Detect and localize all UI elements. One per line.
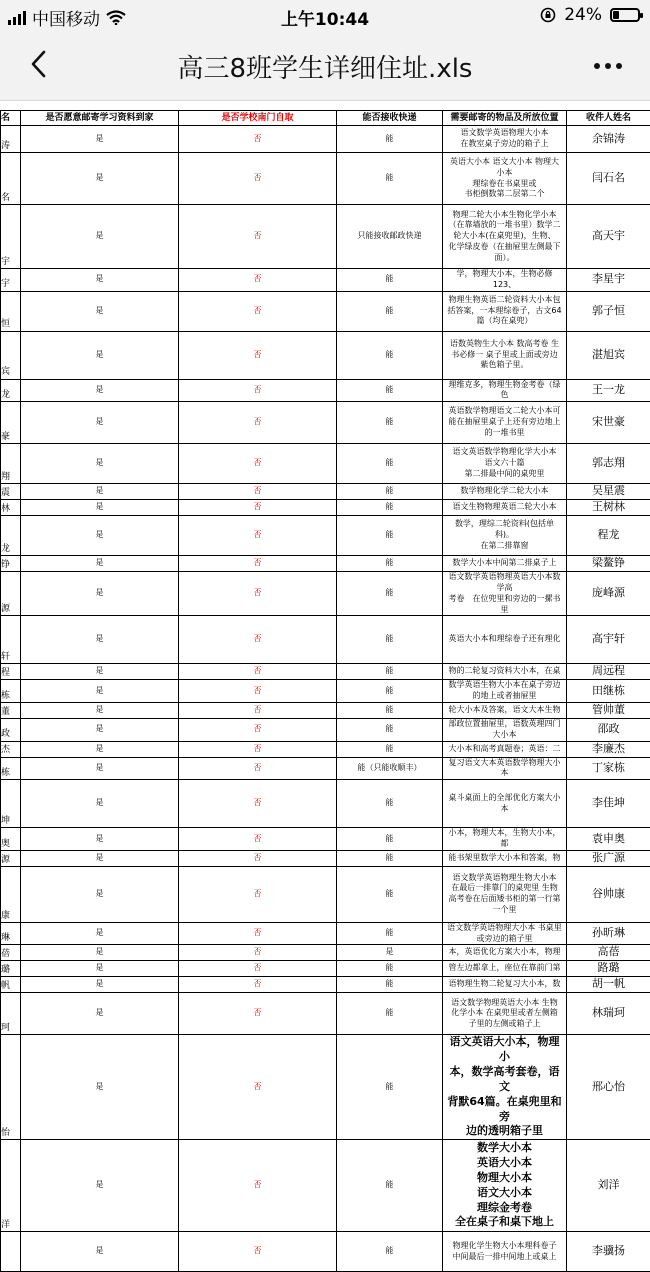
cell-name-partial[interactable]: 宇 (1, 269, 21, 292)
cell-items[interactable]: 数学大小本中间第二排桌子上 (443, 556, 567, 572)
cell-recipient[interactable]: 李佳坤 (567, 780, 650, 828)
cell-accept-express[interactable]: 能 (337, 961, 443, 977)
table-row (1, 718, 650, 741)
cell-name-partial[interactable]: 璐 (1, 961, 21, 977)
table-row (1, 269, 650, 292)
cell-items[interactable]: 语数英物生大小本 数高考卷 生 书必修一 桌子里或上面或旁边 紫色箱子里。 (443, 331, 567, 379)
cell-items[interactable]: 物的二轮复习资料大小本，在桌 (443, 664, 567, 680)
cell-items[interactable]: 轮大小本及答案，语文大本生物 (443, 702, 567, 718)
cell-self-pickup[interactable]: 否 (179, 444, 337, 484)
chevron-left-icon (22, 42, 62, 86)
cell-items[interactable]: 复习语文大本英语数学物理大小本 (443, 757, 567, 780)
cell-mail-willing[interactable]: 是 (21, 516, 179, 556)
cell-mail-willing[interactable]: 是 (21, 718, 179, 741)
cell-name-partial[interactable]: 政 (1, 718, 21, 741)
cell-recipient[interactable]: 程龙 (567, 516, 650, 556)
table-row (1, 850, 650, 866)
cell-items[interactable]: 数学大小本 英语大小本 物理大小本 语文大小本 理综金考卷 全在桌子和桌下地上 (443, 1140, 567, 1232)
cell-recipient[interactable]: 刘洋 (567, 1140, 650, 1232)
cell-accept-express[interactable]: 能 (337, 379, 443, 402)
cell-self-pickup[interactable]: 否 (179, 331, 337, 379)
header-recipient: 收件人姓名 (567, 111, 650, 126)
cell-name-partial[interactable]: 豪 (1, 402, 21, 444)
cell-accept-express[interactable]: 能（只能收顺丰） (337, 757, 443, 780)
cell-recipient[interactable]: 庞峰源 (567, 572, 650, 616)
cell-name-partial[interactable] (1, 1232, 21, 1272)
cell-accept-express[interactable]: 能 (337, 977, 443, 993)
cell-mail-willing[interactable]: 是 (21, 331, 179, 379)
cell-name-partial[interactable]: 震 (1, 484, 21, 500)
table-row (1, 741, 650, 757)
cell-mail-willing[interactable]: 是 (21, 572, 179, 616)
cell-items[interactable]: 数学物理化学二轮大小本 (443, 484, 567, 500)
cell-items[interactable]: 部政位置抽屉里，语数英理四门大小本 (443, 718, 567, 741)
cell-mail-willing[interactable]: 是 (21, 828, 179, 851)
cell-self-pickup[interactable]: 否 (179, 1035, 337, 1140)
table-row (1, 516, 650, 556)
cell-mail-willing[interactable]: 是 (21, 741, 179, 757)
cell-items[interactable]: 语文数学英语物理大小本 书桌里或旁边的箱子里 (443, 922, 567, 945)
cell-self-pickup[interactable]: 否 (179, 572, 337, 616)
table-row (1, 1140, 650, 1232)
cell-items[interactable]: 能书架里数学大小本和答案，物 (443, 850, 567, 866)
cell-mail-willing[interactable]: 是 (21, 977, 179, 993)
orientation-lock-icon (540, 7, 556, 23)
table-row (1, 664, 650, 680)
cell-name-partial[interactable]: 宾 (1, 331, 21, 379)
cell-mail-willing[interactable]: 是 (21, 850, 179, 866)
cell-recipient[interactable]: 吴星震 (567, 484, 650, 500)
cell-accept-express[interactable]: 能 (337, 556, 443, 572)
back-button[interactable] (22, 42, 62, 86)
cell-accept-express[interactable]: 能 (337, 153, 443, 205)
cell-recipient[interactable]: 胡一帆 (567, 977, 650, 993)
cell-name-partial[interactable]: 宇 (1, 205, 21, 269)
cell-name-partial[interactable]: 龙 (1, 516, 21, 556)
cell-accept-express[interactable]: 能 (337, 331, 443, 379)
cell-items[interactable]: 语文数学英语物理英语大小本数学高 考卷 在位兜里和旁边的一摞书 里 (443, 572, 567, 616)
cell-self-pickup[interactable]: 否 (179, 484, 337, 500)
table-row (1, 572, 650, 616)
cell-mail-willing[interactable]: 是 (21, 922, 179, 945)
cell-mail-willing[interactable]: 是 (21, 664, 179, 680)
table-row (1, 945, 650, 961)
cell-recipient[interactable]: 李星宇 (567, 269, 650, 292)
cell-accept-express[interactable]: 能 (337, 616, 443, 664)
cell-items[interactable]: 桌斗桌面上的全部优化方案大小本 (443, 780, 567, 828)
cell-self-pickup[interactable]: 否 (179, 379, 337, 402)
cell-name-partial[interactable]: 源 (1, 850, 21, 866)
cell-accept-express[interactable]: 能 (337, 1232, 443, 1272)
cell-name-partial[interactable]: 奥 (1, 828, 21, 851)
table-row (1, 680, 650, 703)
more-dots-icon (594, 63, 600, 69)
table-row (1, 444, 650, 484)
cell-items[interactable]: 英语数学物理语文二轮大小本可 能在抽屉里桌子上还有旁边地上 的一堆书里 (443, 402, 567, 444)
cell-items[interactable]: 物理化学生物大小本理科卷子 中间最后一排中间地上或桌上 (443, 1232, 567, 1272)
cell-mail-willing[interactable]: 是 (21, 205, 179, 269)
cell-name-partial[interactable]: 恒 (1, 291, 21, 331)
header-items: 需要邮寄的物品及所放位置 (443, 111, 567, 126)
cell-items[interactable]: 语文英语数学物理化学大小本 语文六十篇 第二排最中间的桌兜里 (443, 444, 567, 484)
cell-self-pickup[interactable]: 否 (179, 126, 337, 153)
cell-accept-express[interactable]: 能 (337, 866, 443, 922)
cell-items[interactable]: 管左边都拿上，座位在靠前门第 (443, 961, 567, 977)
battery-percent: 24% (564, 5, 602, 25)
cell-recipient[interactable]: 田继栋 (567, 680, 650, 703)
cell-mail-willing[interactable]: 是 (21, 556, 179, 572)
cell-items[interactable]: 英语大小本 语文大小本 物理大 小本 理综卷在书桌里或 书柜倒数第二层第二个 (443, 153, 567, 205)
cell-accept-express[interactable]: 能 (337, 850, 443, 866)
cell-self-pickup[interactable]: 否 (179, 702, 337, 718)
cell-items[interactable]: 语文英语大小本，物理小 本，数学高考套卷，语文 背默64篇。在桌兜里和旁 边的透明箱子里 (443, 1035, 567, 1140)
cell-recipient[interactable]: 郭子恒 (567, 291, 650, 331)
cell-recipient[interactable]: 郭志翔 (567, 444, 650, 484)
cell-name-partial[interactable]: 轩 (1, 616, 21, 664)
cell-accept-express[interactable]: 是 (337, 945, 443, 961)
cell-name-partial[interactable]: 龙 (1, 379, 21, 402)
status-bar (0, 0, 650, 32)
cell-recipient[interactable]: 王树林 (567, 500, 650, 516)
cell-recipient[interactable]: 闫石名 (567, 153, 650, 205)
table-row (1, 500, 650, 516)
cell-accept-express[interactable]: 能 (337, 1035, 443, 1140)
cell-self-pickup[interactable]: 否 (179, 205, 337, 269)
cell-mail-willing[interactable]: 是 (21, 680, 179, 703)
cell-self-pickup[interactable]: 否 (179, 945, 337, 961)
cell-items[interactable]: 数学英语生物大小本在桌子旁边的地上或者抽屉里 (443, 680, 567, 703)
cell-recipient[interactable]: 张广源 (567, 850, 650, 866)
cell-mail-willing[interactable]: 是 (21, 291, 179, 331)
table-row (1, 484, 650, 500)
cell-name-partial[interactable]: 铮 (1, 556, 21, 572)
table-row (1, 556, 650, 572)
cell-accept-express[interactable]: 能 (337, 680, 443, 703)
cell-recipient[interactable]: 管帅董 (567, 702, 650, 718)
cell-name-partial[interactable]: 栋 (1, 757, 21, 780)
cell-self-pickup[interactable]: 否 (179, 616, 337, 664)
cell-mail-willing[interactable]: 是 (21, 961, 179, 977)
cell-mail-willing[interactable]: 是 (21, 616, 179, 664)
table-row (1, 379, 650, 402)
cell-items[interactable]: 语文生物物理英语二轮大小本 (443, 500, 567, 516)
cell-name-partial[interactable]: 翔 (1, 444, 21, 484)
cell-mail-willing[interactable]: 是 (21, 1035, 179, 1140)
cell-name-partial[interactable]: 杰 (1, 741, 21, 757)
top-bar (0, 0, 650, 101)
cell-accept-express[interactable]: 能 (337, 702, 443, 718)
cell-self-pickup[interactable]: 否 (179, 993, 337, 1035)
cell-mail-willing[interactable]: 是 (21, 484, 179, 500)
cell-recipient[interactable]: 邵政 (567, 718, 650, 741)
header-name-partial: 名 (1, 111, 21, 126)
cell-items[interactable]: 语文数学物理英语大小本 生物 化学小本 在桌兜里或者左侧箱 子里的左侧或箱子上 (443, 993, 567, 1035)
cell-name-partial[interactable]: 栋 (1, 680, 21, 703)
cell-accept-express[interactable]: 只能接收邮政快递 (337, 205, 443, 269)
cell-self-pickup[interactable]: 否 (179, 757, 337, 780)
cell-mail-willing[interactable]: 是 (21, 993, 179, 1035)
cell-items[interactable]: 小本，物理大本，生物大小本，都 (443, 828, 567, 851)
cell-accept-express[interactable]: 能 (337, 780, 443, 828)
cell-self-pickup[interactable]: 否 (179, 850, 337, 866)
cell-self-pickup[interactable]: 否 (179, 961, 337, 977)
cell-mail-willing[interactable]: 是 (21, 444, 179, 484)
table-row (1, 1035, 650, 1140)
cell-self-pickup[interactable]: 否 (179, 922, 337, 945)
table-row (1, 205, 650, 269)
header-row (1, 111, 650, 126)
header-accept-express: 能否接收快递 (337, 111, 443, 126)
carrier-name: 中国移动 (32, 5, 100, 30)
cell-accept-express[interactable]: 能 (337, 126, 443, 153)
cell-items[interactable]: 数学，理综二轮资料(包括单 科)。 在第二排靠窗 (443, 516, 567, 556)
cell-recipient[interactable]: 湛旭宾 (567, 331, 650, 379)
table-row (1, 1232, 650, 1272)
cell-accept-express[interactable]: 能 (337, 741, 443, 757)
cell-recipient[interactable]: 谷帅康 (567, 866, 650, 922)
cell-accept-express[interactable]: 能 (337, 922, 443, 945)
table-row (1, 780, 650, 828)
cell-mail-willing[interactable]: 是 (21, 153, 179, 205)
cell-accept-express[interactable]: 能 (337, 402, 443, 444)
cell-accept-express[interactable]: 能 (337, 484, 443, 500)
cell-mail-willing[interactable]: 是 (21, 866, 179, 922)
cell-mail-willing[interactable]: 是 (21, 500, 179, 516)
cell-self-pickup[interactable]: 否 (179, 866, 337, 922)
cell-accept-express[interactable]: 能 (337, 993, 443, 1035)
cell-self-pickup[interactable]: 否 (179, 780, 337, 828)
cell-recipient[interactable]: 王一龙 (567, 379, 650, 402)
cell-mail-willing[interactable]: 是 (21, 702, 179, 718)
cell-items[interactable]: 学，物理大小本，生物必修123、 (443, 269, 567, 292)
cell-items[interactable]: 大小本和高考真题卷；英语：二 (443, 741, 567, 757)
table-row (1, 702, 650, 718)
cell-items[interactable]: 语文数学英语物理生物大小本 在最后一排靠门的桌兜里 生物 高考卷在后面矮书柜的第一行第 一个里 (443, 866, 567, 922)
cell-recipient[interactable]: 宋世豪 (567, 402, 650, 444)
cell-recipient[interactable]: 邢心怡 (567, 1035, 650, 1140)
cell-self-pickup[interactable]: 否 (179, 402, 337, 444)
cell-accept-express[interactable]: 能 (337, 1140, 443, 1232)
cell-recipient[interactable]: 李廉杰 (567, 741, 650, 757)
cell-self-pickup[interactable]: 否 (179, 828, 337, 851)
table-row (1, 291, 650, 331)
cell-items[interactable]: 语物理生物二轮复习大小本，数 (443, 977, 567, 993)
cell-name-partial[interactable]: 涛 (1, 126, 21, 153)
cell-accept-express[interactable]: 能 (337, 664, 443, 680)
cell-name-partial[interactable]: 蓓 (1, 945, 21, 961)
table-row (1, 402, 650, 444)
cell-self-pickup[interactable]: 否 (179, 680, 337, 703)
cell-recipient[interactable]: 周远程 (567, 664, 650, 680)
document-title: 高三8班学生详细住址.xls (90, 48, 560, 85)
cell-accept-express[interactable]: 能 (337, 291, 443, 331)
table-row (1, 977, 650, 993)
cell-recipient[interactable]: 丁家栋 (567, 757, 650, 780)
table-row (1, 126, 650, 153)
cell-items[interactable]: 本，英语优化方案大小本，物理 (443, 945, 567, 961)
cell-self-pickup[interactable]: 否 (179, 556, 337, 572)
more-button[interactable] (586, 46, 630, 86)
nav-bar (0, 32, 650, 100)
cell-recipient[interactable]: 袁申奥 (567, 828, 650, 851)
cell-name-partial[interactable]: 名 (1, 153, 21, 205)
cell-recipient[interactable]: 余锦涛 (567, 126, 650, 153)
cell-name-partial[interactable]: 怡 (1, 1035, 21, 1140)
table-row (1, 757, 650, 780)
cell-recipient[interactable]: 高蓓 (567, 945, 650, 961)
status-right (540, 5, 640, 25)
cell-self-pickup[interactable]: 否 (179, 269, 337, 292)
cell-items[interactable]: 理维克多，物理生物金考卷（绿色 (443, 379, 567, 402)
table-row (1, 993, 650, 1035)
header-self-pickup: 是否学校南门自取 (179, 111, 337, 126)
cell-name-partial[interactable]: 洋 (1, 1140, 21, 1232)
table-row (1, 616, 650, 664)
cell-mail-willing[interactable]: 是 (21, 126, 179, 153)
cell-items[interactable]: 英语大小本和理综卷子还有理化 (443, 616, 567, 664)
cell-mail-willing[interactable]: 是 (21, 757, 179, 780)
table-row (1, 153, 650, 205)
cell-items[interactable]: 物理二轮大小本生物化学小本 （在靠墙放的一堆书里）数学二 轮大小本(在桌兜里)，生物、 化学绿皮卷（在抽屉里左侧最下 面）。 (443, 205, 567, 269)
cell-items[interactable]: 物理生物英语二轮资料大小本包 括答案，一本理综卷子，古文64 篇（均在桌兜） (443, 291, 567, 331)
cell-mail-willing[interactable]: 是 (21, 269, 179, 292)
table-row (1, 922, 650, 945)
cell-mail-willing[interactable]: 是 (21, 780, 179, 828)
cell-self-pickup[interactable]: 否 (179, 500, 337, 516)
cell-accept-express[interactable]: 能 (337, 718, 443, 741)
address-table (0, 110, 650, 1272)
table-row (1, 866, 650, 922)
battery-icon (610, 8, 640, 22)
cell-mail-willing[interactable]: 是 (21, 945, 179, 961)
table-row (1, 828, 650, 851)
cell-name-partial[interactable]: 程 (1, 664, 21, 680)
cell-name-partial[interactable]: 林 (1, 500, 21, 516)
cell-mail-willing[interactable]: 是 (21, 379, 179, 402)
cell-self-pickup[interactable]: 否 (179, 718, 337, 741)
cell-name-partial[interactable]: 源 (1, 572, 21, 616)
cell-recipient[interactable]: 高宇轩 (567, 616, 650, 664)
cell-accept-express[interactable]: 能 (337, 516, 443, 556)
cell-self-pickup[interactable]: 否 (179, 153, 337, 205)
cell-self-pickup[interactable]: 否 (179, 664, 337, 680)
cell-recipient[interactable]: 梁鳌铮 (567, 556, 650, 572)
cell-accept-express[interactable]: 能 (337, 500, 443, 516)
cell-name-partial[interactable]: 坤 (1, 780, 21, 828)
cell-recipient[interactable]: 林瑞珂 (567, 993, 650, 1035)
cell-self-pickup[interactable]: 否 (179, 977, 337, 993)
cell-name-partial[interactable]: 董 (1, 702, 21, 718)
cell-name-partial[interactable]: 珂 (1, 993, 21, 1035)
cell-self-pickup[interactable]: 否 (179, 741, 337, 757)
cell-recipient[interactable]: 高天宇 (567, 205, 650, 269)
cell-recipient[interactable]: 李骥扬 (567, 1232, 650, 1272)
cell-accept-express[interactable]: 能 (337, 444, 443, 484)
clock: 上午10:44 (0, 5, 650, 30)
cell-accept-express[interactable]: 能 (337, 269, 443, 292)
cell-name-partial[interactable]: 帆 (1, 977, 21, 993)
cell-items[interactable]: 语文数学英语物理大小本 在教室桌子旁边的箱子上 (443, 126, 567, 153)
cell-mail-willing[interactable]: 是 (21, 1140, 179, 1232)
cell-mail-willing[interactable]: 是 (21, 1232, 179, 1272)
cell-self-pickup[interactable]: 否 (179, 516, 337, 556)
cell-accept-express[interactable]: 能 (337, 828, 443, 851)
table-row (1, 961, 650, 977)
cell-accept-express[interactable]: 能 (337, 572, 443, 616)
cell-name-partial[interactable]: 康 (1, 866, 21, 922)
battery-fill (613, 11, 619, 19)
cell-name-partial[interactable]: 琳 (1, 922, 21, 945)
spreadsheet[interactable] (0, 110, 650, 1272)
table-row (1, 331, 650, 379)
cell-self-pickup[interactable]: 否 (179, 1232, 337, 1272)
cell-recipient[interactable]: 孙昕琳 (567, 922, 650, 945)
cell-self-pickup[interactable]: 否 (179, 1140, 337, 1232)
cell-recipient[interactable]: 路璐 (567, 961, 650, 977)
cell-mail-willing[interactable]: 是 (21, 402, 179, 444)
cell-self-pickup[interactable]: 否 (179, 291, 337, 331)
header-mail-willing: 是否愿意邮寄学习资料到家 (21, 111, 179, 126)
